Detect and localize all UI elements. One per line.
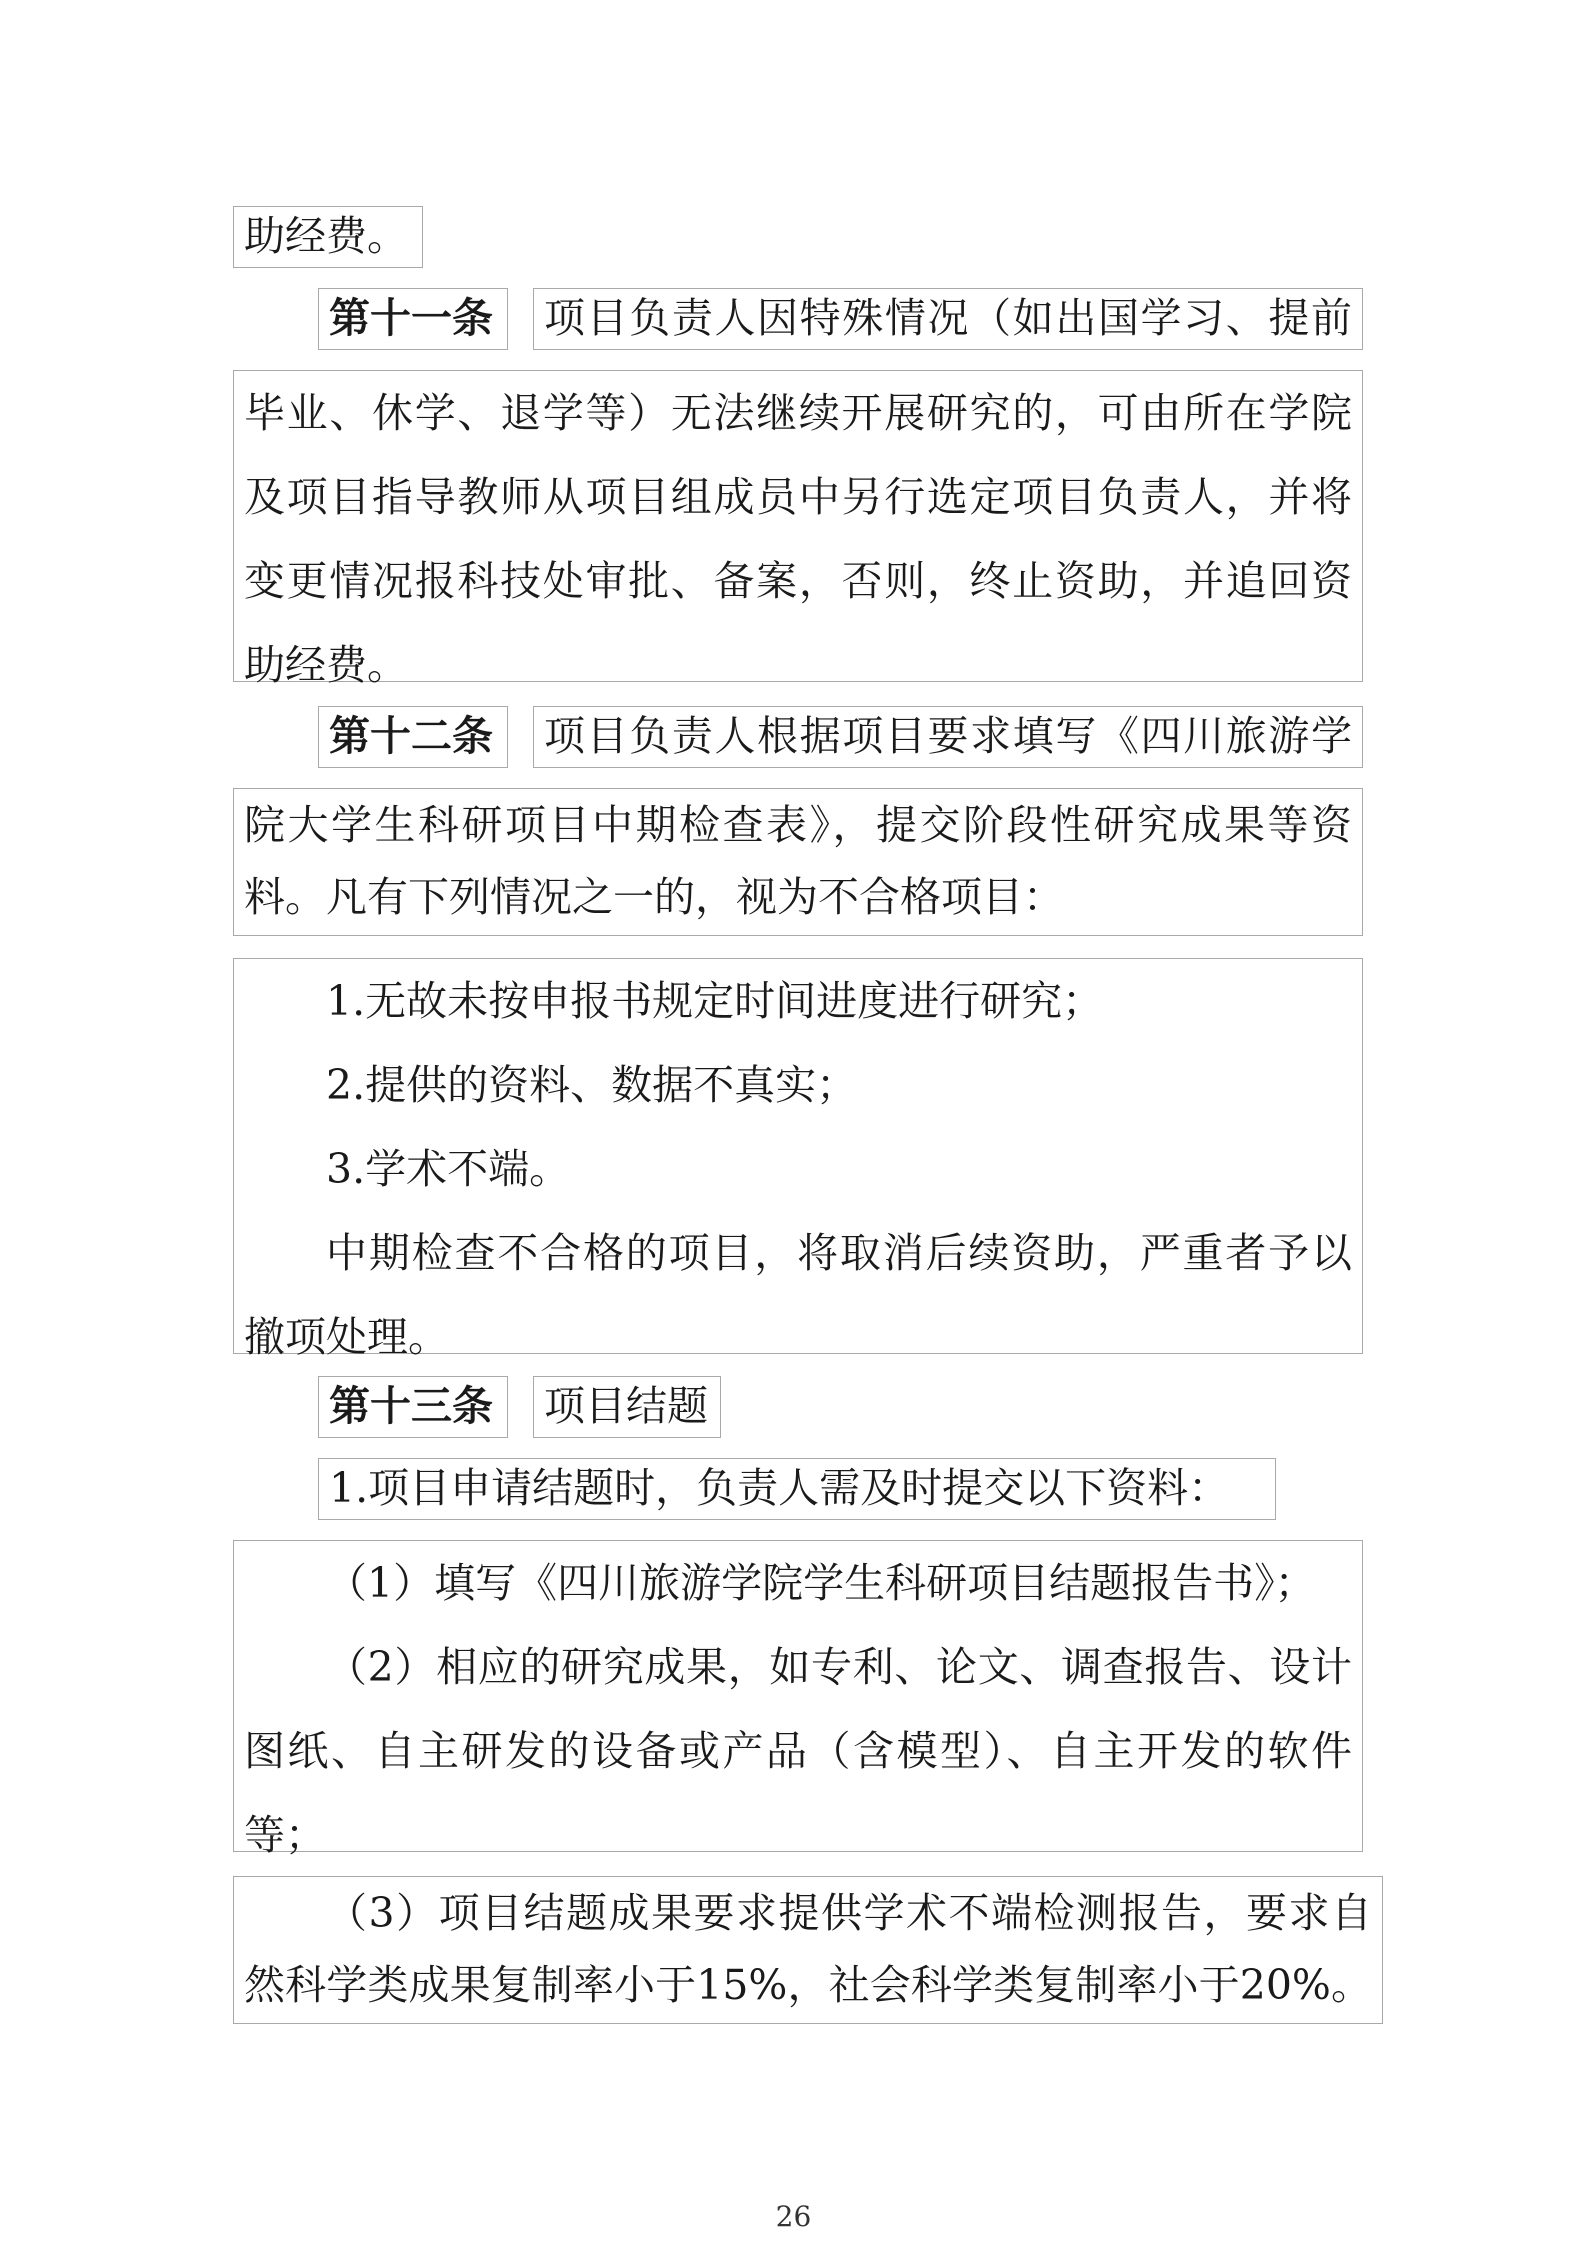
article-11-lead-text: 项目负责人因特殊情况（如出国学习、提前 bbox=[544, 294, 1352, 342]
article-12-item-3: 3.学术不端。 bbox=[326, 1145, 571, 1193]
article-13-title: 第十三条 bbox=[318, 1376, 508, 1438]
article-12-line-2: 料。凡有下列情况之一的，视为不合格项目： bbox=[244, 873, 1064, 921]
article-13-item-1: （1）填写《四川旅游学院学生科研项目结题报告书》； bbox=[326, 1559, 1316, 1607]
continuation-line: 助经费。 bbox=[244, 212, 408, 260]
article-13-lead bbox=[533, 1376, 721, 1438]
page-number: 26 bbox=[775, 2200, 812, 2233]
article-13-item-3-cont: 然科学类成果复制率小于15%，社会科学类复制率小于20%。 bbox=[244, 1961, 1372, 2009]
article-11-line-1: 毕业、休学、退学等）无法继续开展研究的，可由所在学院 bbox=[244, 389, 1352, 437]
article-12-lead-text: 项目负责人根据项目要求填写《四川旅游学 bbox=[544, 712, 1352, 760]
article-13-item-2-cont: 图纸、自主研发的设备或产品（含模型）、自主开发的软件 bbox=[244, 1727, 1352, 1775]
article-11-body bbox=[233, 370, 1363, 689]
article-13-item-3: （3）项目结题成果要求提供学术不端检测报告，要求自 bbox=[326, 1889, 1372, 1937]
article-13-items-a bbox=[233, 1540, 1363, 1859]
article-12-line-1: 院大学生科研项目中期检查表》，提交阶段性研究成果等资 bbox=[244, 801, 1352, 849]
article-12-note-1: 中期检查不合格的项目，将取消后续资助，严重者予以 bbox=[326, 1229, 1352, 1277]
article-13-item-2: （2）相应的研究成果，如专利、论文、调查报告、设计 bbox=[326, 1643, 1352, 1691]
article-12-items bbox=[233, 958, 1363, 1361]
article-12-lead bbox=[533, 706, 1363, 768]
article-12-note-2: 撤项处理。 bbox=[244, 1313, 449, 1361]
article-12-body bbox=[233, 788, 1363, 936]
article-11-line-4: 助经费。 bbox=[244, 641, 408, 689]
article-11-line-3: 变更情况报科技处审批、备案，否则，终止资助，并追回资 bbox=[244, 557, 1352, 605]
article-11-line-2: 及项目指导教师从项目组成员中另行选定项目负责人，并将 bbox=[244, 473, 1352, 521]
article-13-sub-1 bbox=[318, 1458, 1276, 1520]
text-block-continuation bbox=[233, 206, 423, 268]
article-12-title: 第十二条 bbox=[318, 706, 508, 768]
article-13-item-2-end: 等； bbox=[244, 1811, 326, 1859]
article-12-item-2: 2.提供的资料、数据不真实； bbox=[326, 1061, 858, 1109]
article-11-lead bbox=[533, 288, 1363, 350]
article-11-title: 第十一条 bbox=[318, 288, 508, 350]
article-13-items-b bbox=[233, 1876, 1383, 2024]
article-12-item-1: 1.无故未按申报书规定时间进度进行研究； bbox=[326, 977, 1104, 1025]
article-13-lead-text: 项目结题 bbox=[544, 1382, 708, 1430]
article-13-sub-1-text: 1.项目申请结题时，负责人需及时提交以下资料： bbox=[329, 1464, 1230, 1512]
